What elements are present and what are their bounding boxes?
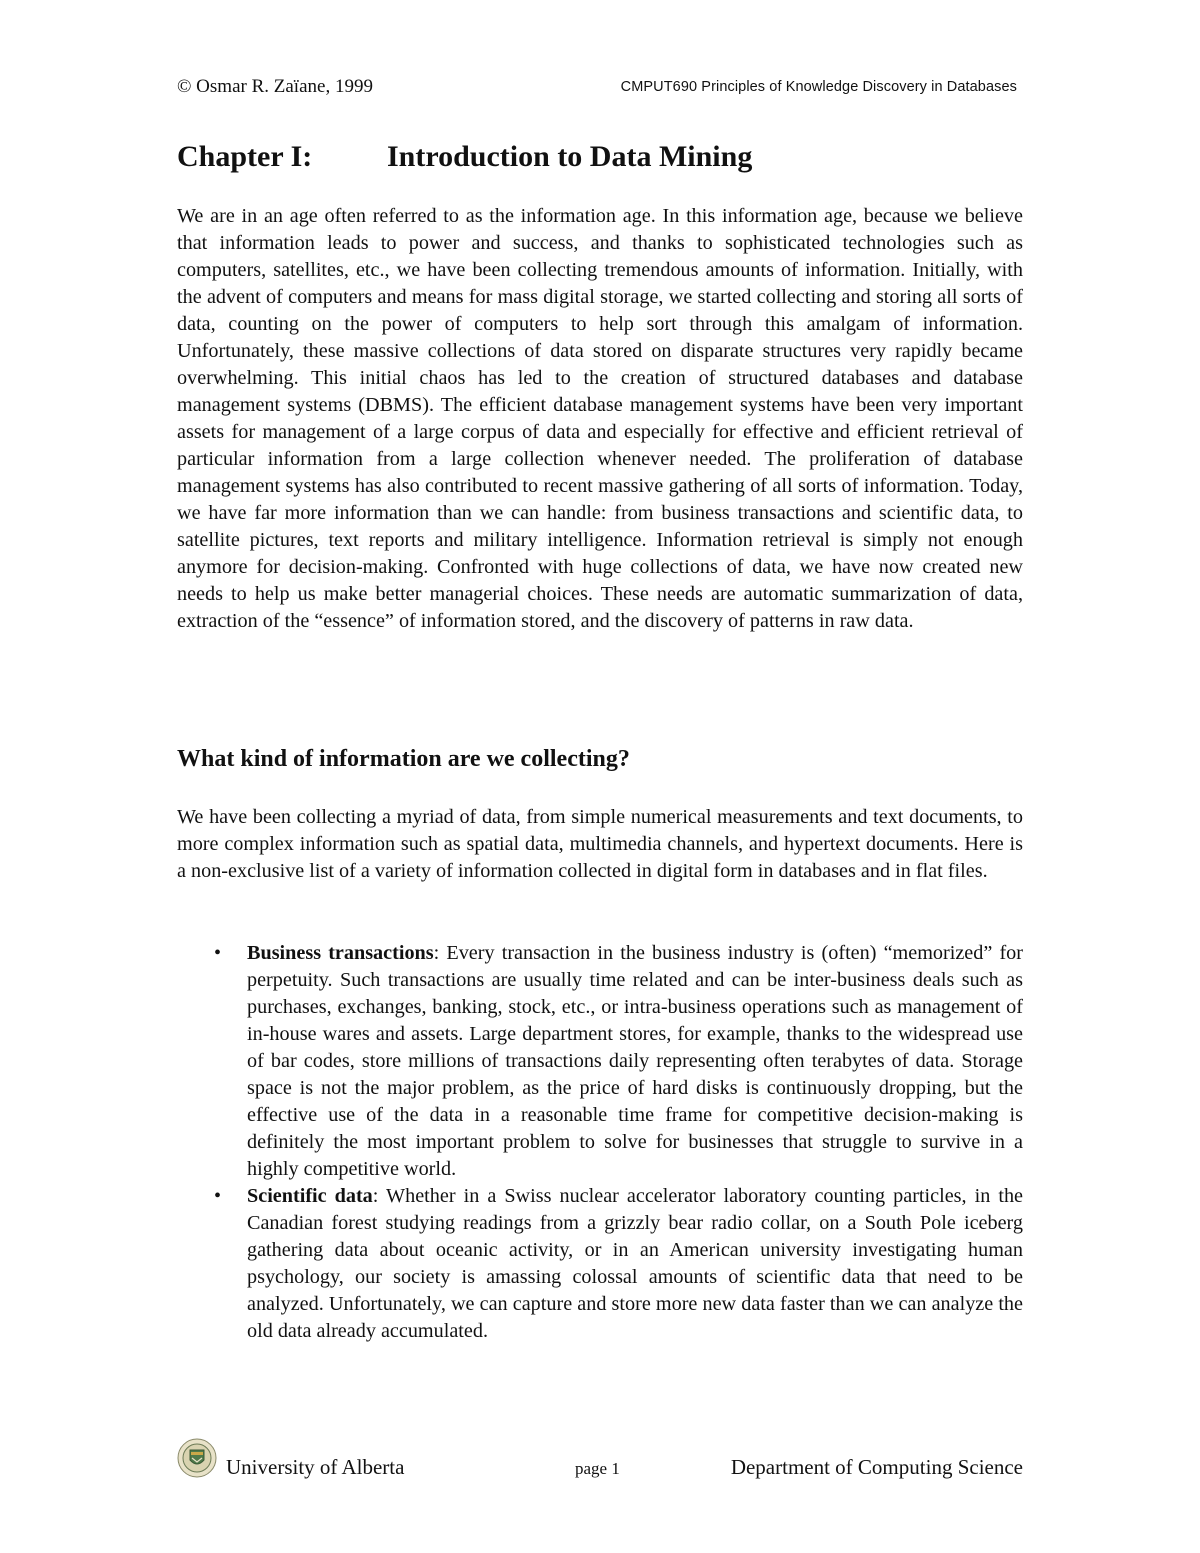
bullet-term: Business transactions: [247, 942, 434, 964]
page-footer: [177, 1430, 1023, 1480]
course-title: CMPUT690 Principles of Knowledge Discovery in Databases: [620, 79, 1017, 95]
section-paragraph: We have been collecting a myriad of data, from simple numerical measurements and text documents, to more complex information such as spatial data, multimedia channels, and hypertext documents. Here is a non-exclusive list of a variety of information collected in digital form in databases and in flat files.: [177, 806, 1023, 882]
chapter-name: Introduction to Data Mining: [387, 140, 753, 173]
university-name: University of Alberta: [226, 1455, 405, 1479]
bullet-term: Scientific data: [247, 1185, 373, 1207]
page-header: [177, 76, 1017, 102]
bullet-icon: •: [214, 1185, 222, 1207]
chapter-number: Chapter I:: [177, 140, 313, 173]
bullet-text: : Whether in a Swiss nuclear accelerator laboratory counting particles, in the Canadian forest studying readings from a grizzly bear radio collar, on a South Pole iceberg gathering data about oceanic activity, or in an American university investigating human psychology, our society is amassing colossal amounts of scientific data that need to be analyzed. Unfortunately, we can capture and store more new data faster than we can analyze the old data already accumulated.: [247, 1185, 1023, 1342]
intro-paragraph: We are in an age often referred to as the information age. In this information age, because we believe that information leads to power and success, and thanks to sophisticated technologies such as computers, satellites, etc., we have been collecting tremendous amounts of information. Initially, with the advent of computers and means for mass digital storage, we started collecting and storing all sorts of data, counting on the power of computers to help sort through this amalgam of information. Unfortunately, these massive collections of data stored on disparate structures very rapidly became overwhelming. This initial chaos has led to the creation of structured databases and database management systems (DBMS). The efficient database management systems have been very important assets for management of a large corpus of data and especially for effective and efficient retrieval of particular information from a large collection whenever needed. The proliferation of database management systems has also contributed to recent massive gathering of all sorts of information. Today, we have far more information than we can handle: from business transactions and scientific data, to satellite pictures, text reports and military intelligence. Information retrieval is simply not enough anymore for decision-making. Confronted with huge collections of data, we have now created new needs to help us make better managerial choices. These needs are automatic summarization of data, extraction of the “essence” of information stored, and the discovery of patterns in raw data.: [177, 205, 1023, 632]
bullet-text: : Every transaction in the business industry is (often) “memorized” for perpetuity. Such transactions are usually time related and can be inter-business deals such as purchases, exchanges, banking, stock, etc., or intra-business operations such as management of in-house wares and assets. Large department stores, for example, thanks to the widespread use of bar codes, store millions of transactions daily representing often terabytes of data. Storage space is not the major problem, as the price of hard disks is continuously dropping, but the effective use of the data in a reasonable time frame for competitive decision-making is definitely the most important problem to solve for businesses that struggle to survive in a highly competitive world.: [247, 942, 1023, 1180]
bullet-item-scientific-data: [177, 1183, 1023, 1345]
department-name: Department of Computing Science: [730, 1455, 1023, 1479]
university-crest-icon: [177, 1438, 217, 1478]
copyright-notice: © Osmar R. Zaïane, 1999: [177, 76, 373, 97]
section-heading: What kind of information are we collecting?: [177, 746, 630, 772]
chapter-title: [177, 140, 1023, 174]
page-number: page 1: [575, 1459, 620, 1478]
bullet-item-business-transactions: [177, 940, 1023, 1183]
bullet-list: [177, 940, 1023, 1345]
bullet-icon: •: [214, 942, 222, 964]
